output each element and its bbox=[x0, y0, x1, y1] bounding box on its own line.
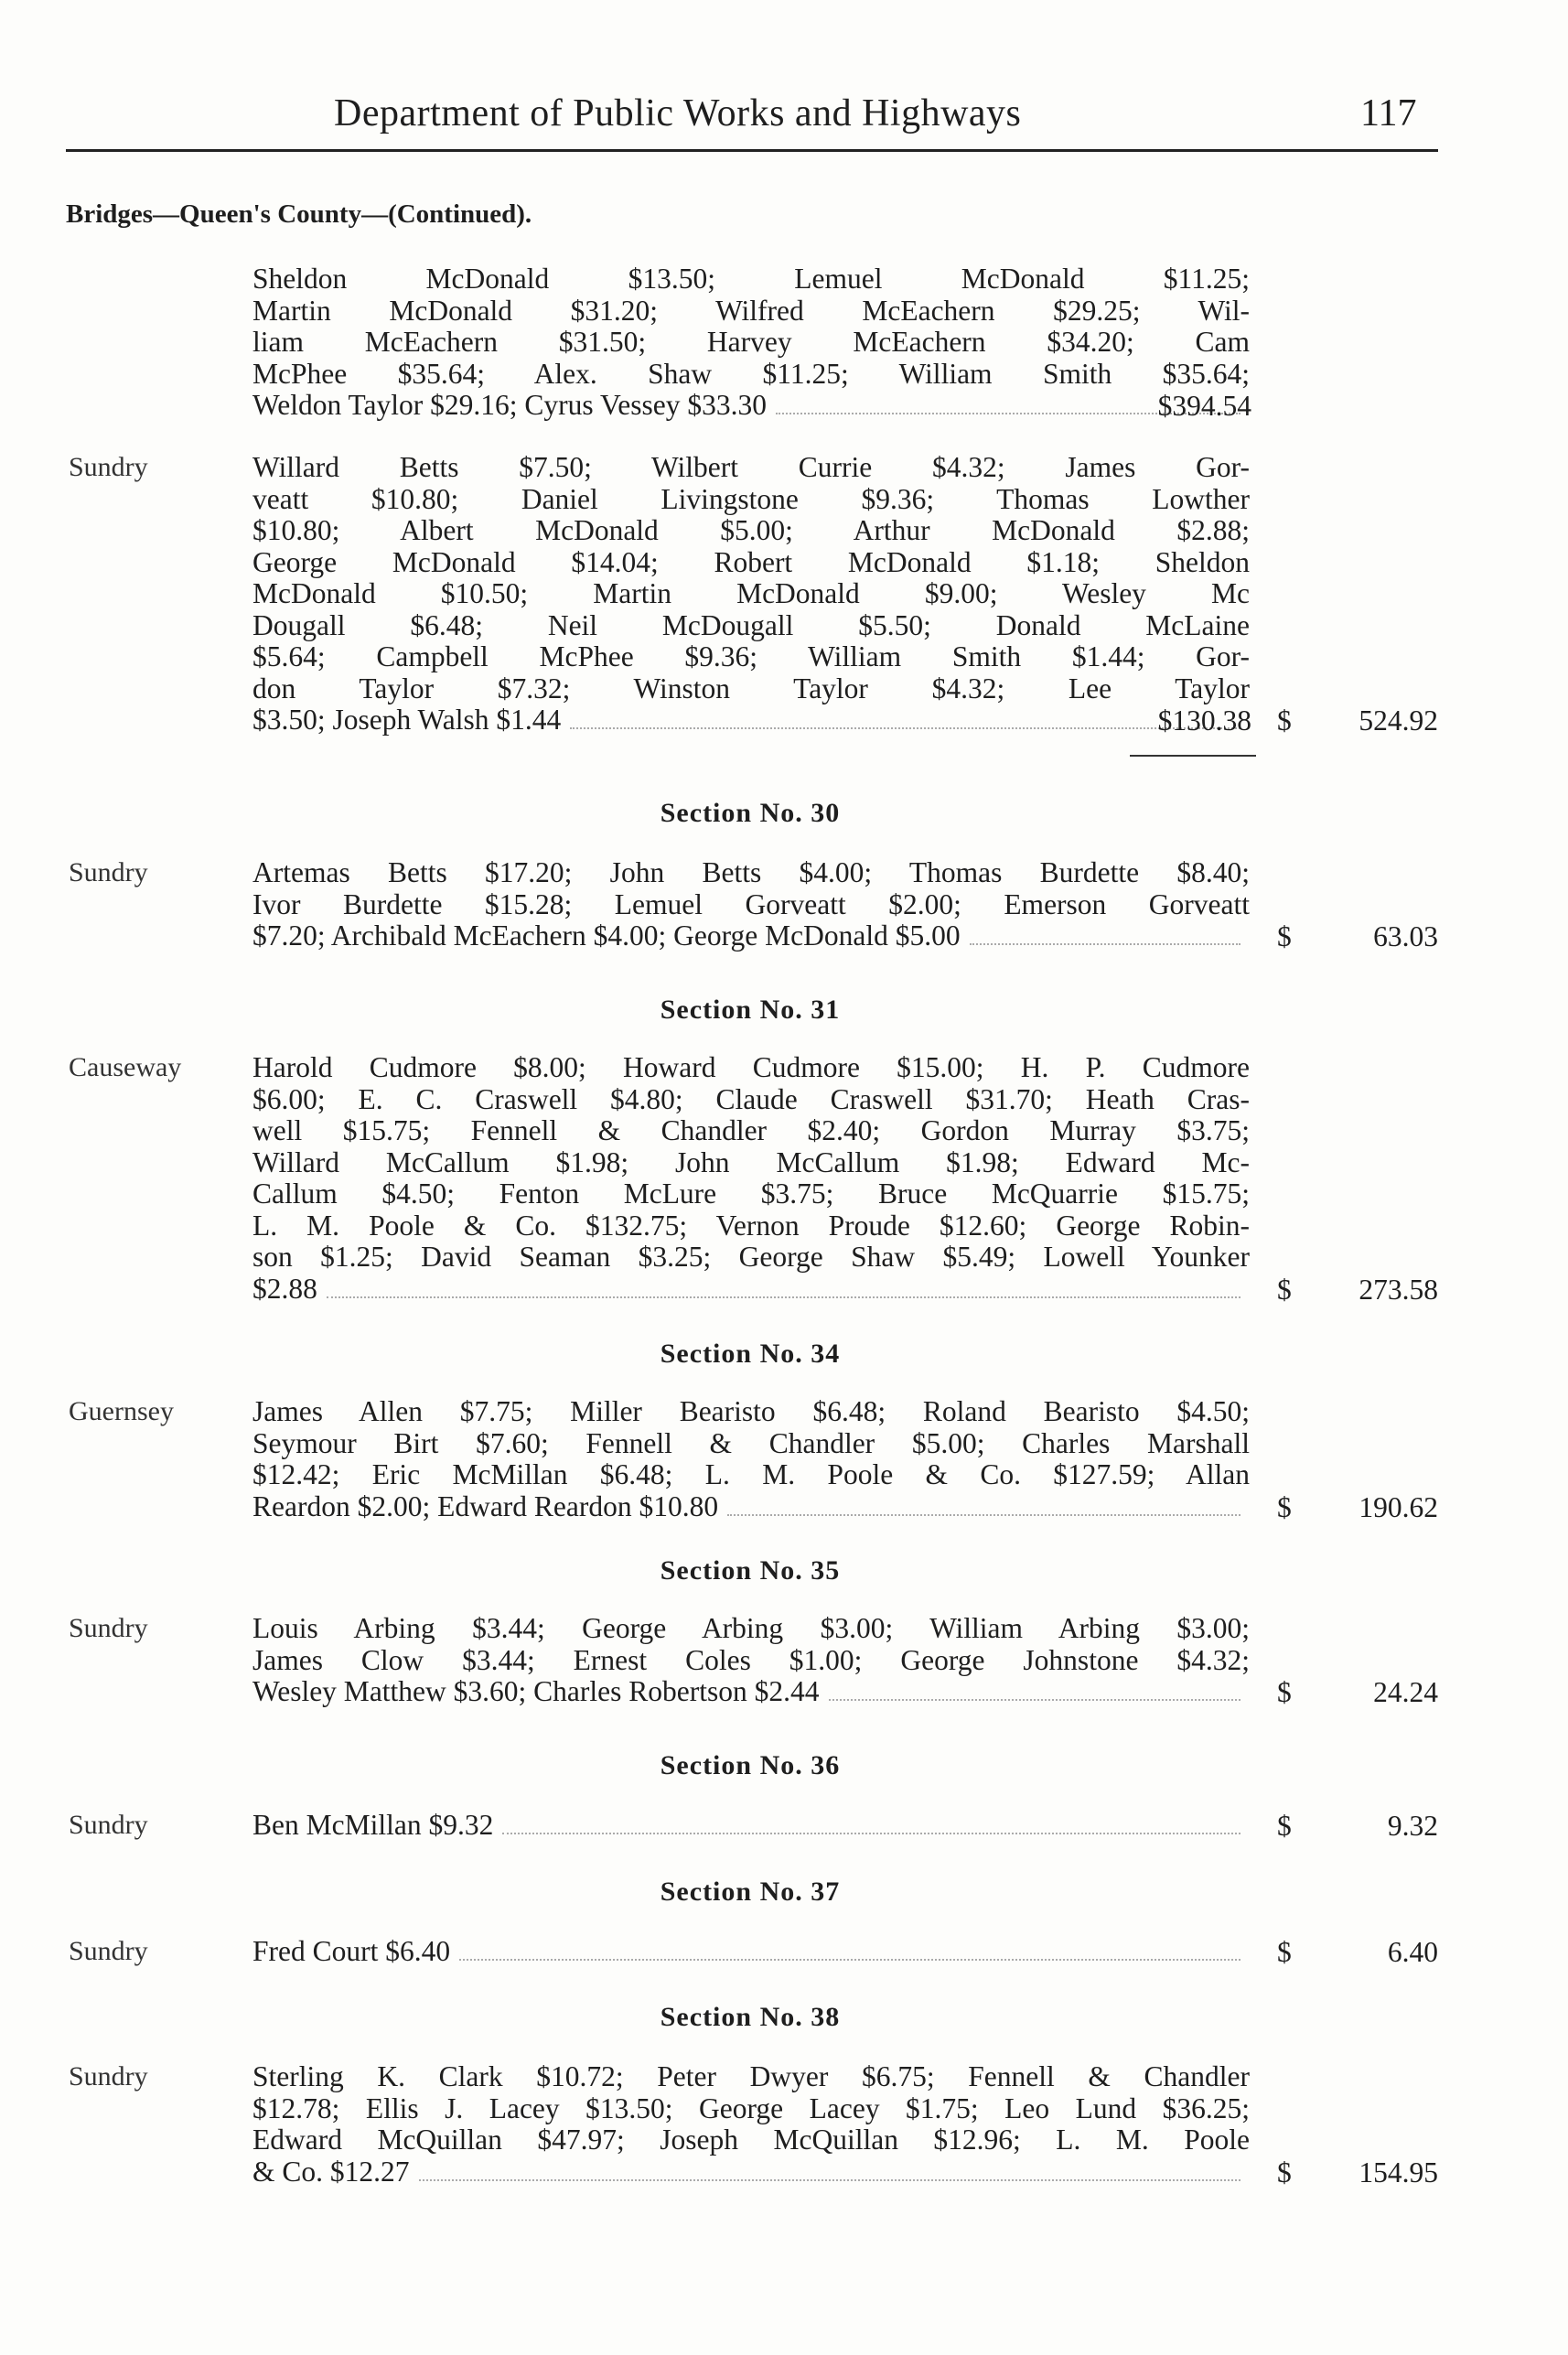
entry-line: James Allen $7.75; Miller Bearisto $6.48; Roland Bearisto $4.50; bbox=[252, 1395, 1250, 1427]
section-heading: Section No. 35 bbox=[660, 1555, 841, 1586]
entry-line: Willard Betts $7.50; Wilbert Currie $4.32; James Gor- bbox=[252, 451, 1250, 483]
entry-line: well $15.75; Fennell & Chandler $2.40; Gordon Murray $3.75; bbox=[252, 1114, 1250, 1146]
entry-last-line bbox=[252, 2156, 1250, 2188]
entry-last-line bbox=[252, 920, 1250, 952]
total-amount: 9.32 bbox=[1387, 1810, 1438, 1842]
entry-line: $2.88 bbox=[252, 1272, 317, 1305]
total-amount: 190.62 bbox=[1359, 1490, 1438, 1523]
dot-leader bbox=[459, 1959, 1240, 1961]
total-amount: 273.58 bbox=[1359, 1273, 1438, 1306]
dot-leader bbox=[570, 727, 1240, 729]
entry-line: Willard McCallum $1.98; John McCallum $1.98; Edward Mc- bbox=[252, 1145, 1250, 1178]
entry-line: $12.42; Eric McMillan $6.48; L. M. Poole & Co. $127.59; Allan bbox=[252, 1458, 1250, 1490]
section-heading: Section No. 37 bbox=[660, 1876, 841, 1907]
dot-leader bbox=[502, 1833, 1240, 1834]
entry-line: Sheldon McDonald $13.50; Lemuel McDonald $11.25; bbox=[252, 263, 1250, 295]
entry-line: McPhee $35.64; Alex. Shaw $11.25; William Smith $35.64; bbox=[252, 357, 1250, 390]
dot-leader bbox=[327, 1296, 1240, 1298]
entry-last-line bbox=[252, 1676, 1250, 1708]
entry-line: son $1.25; David Seaman $3.25; George Shaw $5.49; Lowell Younker bbox=[252, 1241, 1250, 1273]
entry-last-line bbox=[252, 1274, 1250, 1306]
entry-line: $7.20; Archibald McEachern $4.00; George McDonald $5.00 bbox=[252, 919, 961, 952]
section-heading: Section No. 38 bbox=[660, 2002, 841, 2032]
entry-line: Louis Arbing $3.44; George Arbing $3.00; William Arbing $3.00; bbox=[252, 1612, 1250, 1644]
dot-leader bbox=[727, 1514, 1240, 1516]
entry-line: & Co. $12.27 bbox=[252, 2155, 410, 2188]
entry-category-label: Sundry bbox=[69, 1936, 148, 1966]
entry-category-label: Guernsey bbox=[69, 1396, 174, 1426]
total-amount: 63.03 bbox=[1373, 920, 1438, 952]
entry-line: Seymour Birt $7.60; Fennell & Chandler $5.00; Charles Marshall bbox=[252, 1426, 1250, 1459]
entry-line: $10.80; Albert McDonald $5.00; Arthur McDonald $2.88; bbox=[252, 514, 1250, 546]
dollar-sign: $ bbox=[1277, 1936, 1292, 1968]
section-heading: Section No. 31 bbox=[660, 995, 841, 1025]
entry-line: Ivor Burdette $15.28; Lemuel Gorveatt $2.00; Emerson Gorveatt bbox=[252, 887, 1250, 920]
dollar-sign: $ bbox=[1277, 1490, 1292, 1523]
entry-last-line bbox=[252, 1810, 1250, 1842]
total-amount: 154.95 bbox=[1359, 2156, 1438, 2188]
dollar-sign: $ bbox=[1277, 704, 1292, 737]
section-heading: Section No. 36 bbox=[660, 1750, 841, 1780]
entry-line: Sterling K. Clark $10.72; Peter Dwyer $6.75; Fennell & Chandler bbox=[252, 2060, 1250, 2092]
entry-line: Fred Court $6.40 bbox=[252, 1935, 451, 1967]
entry-last-line bbox=[252, 704, 1250, 737]
dollar-sign: $ bbox=[1277, 920, 1292, 952]
dollar-sign: $ bbox=[1277, 2156, 1292, 2188]
subtotal-amount: $130.38 bbox=[1157, 704, 1251, 737]
entry-last-line bbox=[252, 390, 1250, 422]
entry-line: Callum $4.50; Fenton McLure $3.75; Bruce McQuarrie $15.75; bbox=[252, 1178, 1250, 1210]
entry-line: Weldon Taylor $29.16; Cyrus Vessey $33.30 bbox=[252, 389, 767, 421]
entry-line: Dougall $6.48; Neil McDougall $5.50; Donald McLaine bbox=[252, 608, 1250, 641]
entry-paragraph bbox=[252, 1396, 1250, 1523]
subheading: Bridges—Queen's County—(Continued). bbox=[66, 199, 532, 229]
dollar-sign: $ bbox=[1277, 1676, 1292, 1708]
entry-paragraph bbox=[252, 1810, 1250, 1842]
entry-line: don Taylor $7.32; Winston Taylor $4.32; Lee Taylor bbox=[252, 672, 1250, 704]
dot-leader bbox=[419, 2179, 1240, 2181]
entry-paragraph bbox=[252, 1613, 1250, 1708]
entry-category-label: Sundry bbox=[69, 857, 148, 887]
header-rule bbox=[66, 149, 1438, 152]
entry-paragraph bbox=[252, 1936, 1250, 1968]
page-header-title: Department of Public Works and Highways bbox=[334, 92, 1022, 134]
entry-line: $6.00; E. C. Craswell $4.80; Claude Craswell $31.70; Heath Cras- bbox=[252, 1082, 1250, 1115]
entry-line: Artemas Betts $17.20; John Betts $4.00; Thomas Burdette $8.40; bbox=[252, 856, 1250, 888]
entry-paragraph bbox=[252, 1052, 1250, 1306]
subtotal-amount: $394.54 bbox=[1157, 390, 1251, 422]
entry-line: Martin McDonald $31.20; Wilfred McEachern $29.25; Wil- bbox=[252, 294, 1250, 327]
entry-paragraph bbox=[252, 2061, 1250, 2188]
entry-last-line bbox=[252, 1936, 1250, 1968]
subtotal-rule bbox=[1130, 755, 1256, 757]
section-heading: Section No. 30 bbox=[660, 798, 841, 828]
entry-paragraph bbox=[252, 263, 1250, 422]
entry-line: Edward McQuillan $47.97; Joseph McQuillan $12.96; L. M. Poole bbox=[252, 2124, 1250, 2156]
entry-last-line bbox=[252, 1491, 1250, 1523]
total-amount: 524.92 bbox=[1359, 704, 1438, 737]
total-amount: 24.24 bbox=[1373, 1676, 1438, 1708]
entry-paragraph bbox=[252, 452, 1250, 737]
entry-line: $5.64; Campbell McPhee $9.36; William Smith $1.44; Gor- bbox=[252, 640, 1250, 672]
dollar-sign: $ bbox=[1277, 1810, 1292, 1842]
entry-line: Wesley Matthew $3.60; Charles Robertson $2.44 bbox=[252, 1675, 820, 1707]
entry-line: $3.50; Joseph Walsh $1.44 bbox=[252, 704, 562, 736]
entry-category-label: Causeway bbox=[69, 1052, 182, 1082]
entry-line: Harold Cudmore $8.00; Howard Cudmore $15.00; H. P. Cudmore bbox=[252, 1051, 1250, 1083]
total-amount: 6.40 bbox=[1387, 1936, 1438, 1968]
entry-line: liam McEachern $31.50; Harvey McEachern $34.20; Cam bbox=[252, 326, 1250, 358]
entry-line: $12.78; Ellis J. Lacey $13.50; George Lacey $1.75; Leo Lund $36.25; bbox=[252, 2092, 1250, 2124]
dot-leader bbox=[970, 943, 1240, 945]
dollar-sign: $ bbox=[1277, 1273, 1292, 1306]
dot-leader bbox=[829, 1699, 1241, 1701]
entry-category-label: Sundry bbox=[69, 1810, 148, 1840]
entry-line: Reardon $2.00; Edward Reardon $10.80 bbox=[252, 1489, 719, 1522]
entry-line: L. M. Poole & Co. $132.75; Vernon Proude $12.60; George Robin- bbox=[252, 1209, 1250, 1242]
entry-category-label: Sundry bbox=[69, 452, 148, 482]
entry-paragraph bbox=[252, 857, 1250, 952]
section-heading: Section No. 34 bbox=[660, 1339, 841, 1369]
page-number: 117 bbox=[1360, 92, 1417, 134]
entry-line: James Clow $3.44; Ernest Coles $1.00; George Johnstone $4.32; bbox=[252, 1643, 1250, 1676]
entry-line: veatt $10.80; Daniel Livingstone $9.36; Thomas Lowther bbox=[252, 482, 1250, 515]
entry-line: Ben McMillan $9.32 bbox=[252, 1809, 494, 1841]
entry-category-label: Sundry bbox=[69, 2061, 148, 2092]
entry-line: McDonald $10.50; Martin McDonald $9.00; Wesley Mc bbox=[252, 577, 1250, 609]
entry-category-label: Sundry bbox=[69, 1613, 148, 1643]
entry-line: George McDonald $14.04; Robert McDonald $1.18; Sheldon bbox=[252, 545, 1250, 578]
